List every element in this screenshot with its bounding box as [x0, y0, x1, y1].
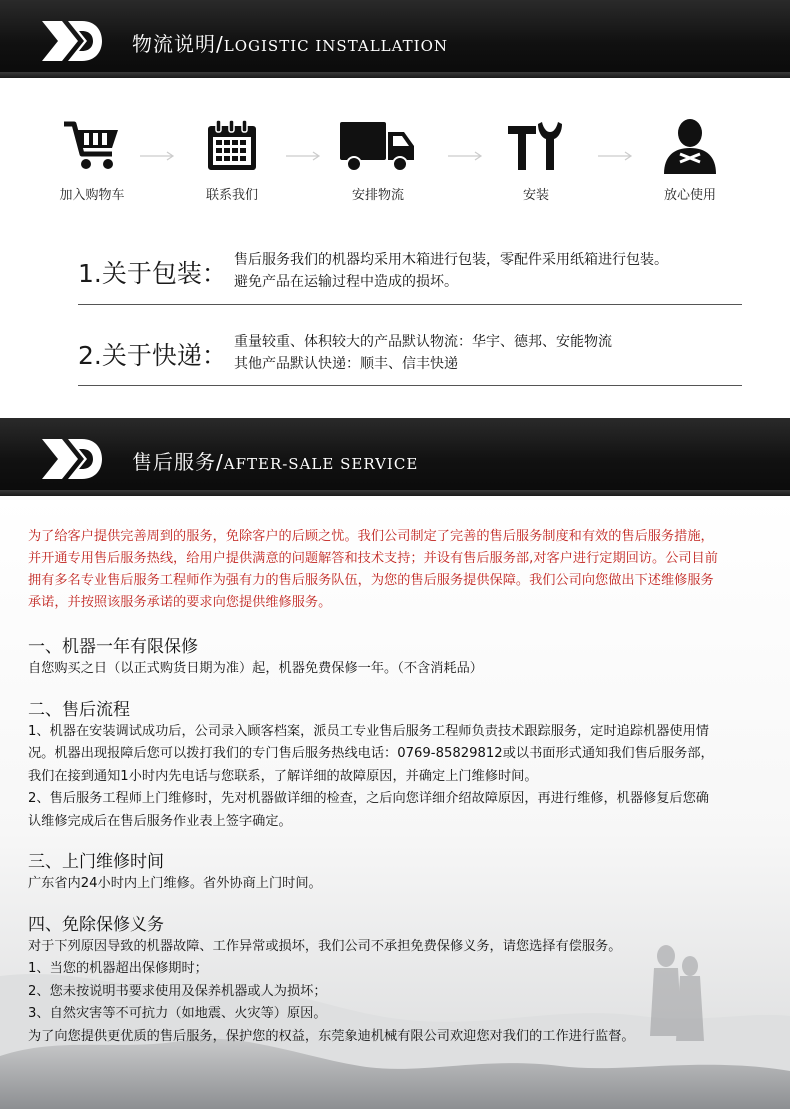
step-contact-us	[172, 118, 292, 203]
logistics-steps	[0, 118, 790, 208]
section-line: 况。机器出现报障后您可以拨打我们的专门售后服务热线电话：0769-85829812或以书面形式通知我们售后服务部，	[28, 746, 714, 761]
intro-line: 拥有多名专业售后服务工程师作为强有力的售后服务队伍，为您的售后服务提供保障。我们公司向您做出下述维修服务	[28, 573, 714, 588]
arrow-right-icon	[598, 151, 634, 161]
after-sale-banner	[0, 418, 790, 496]
section-line: 3、自然灾害等不可抗力（如地震、火灾等）原因。	[28, 1006, 327, 1021]
after-sale-process-heading: 二、售后流程	[28, 699, 130, 720]
section-line: 2、您未按说明书要求使用及保养机器或人为损坏；	[28, 983, 327, 999]
step-label: 安装	[522, 188, 549, 203]
section-line: 2、售后服务工程师上门维修时，先对机器做详细的检查，之后向您详细介绍故障原因，再进行维修，机器修复后您确	[28, 791, 709, 806]
step-add-to-cart	[32, 118, 152, 203]
express-heading: 2.关于快递：	[78, 341, 227, 370]
step-worry-free-use	[630, 118, 750, 203]
section-line: 1、机器在安装调试成功后，公司录入顾客档案，派员工专业售后服务工程师负责技术跟踪服务，定时追踪机器使用情	[28, 723, 709, 739]
intro-line: 为了给客户提供完善周到的服务，免除客户的后顾之忧。我们公司制定了完善的售后服务制度和有效的售后服务措施，	[28, 529, 714, 544]
arrow-right-icon	[286, 151, 322, 161]
section-line: 广东省内24小时内上门维修。省外协商上门时间。	[28, 876, 322, 891]
step-installation	[476, 118, 596, 203]
shopping-cart-icon	[62, 118, 122, 174]
after-sale-content	[28, 526, 773, 1048]
section-line: 认维修完成后在售后服务作业表上签字确定。	[28, 813, 292, 829]
packaging-line: 避免产品在运输过程中造成的损坏。	[234, 274, 458, 290]
step-label: 加入购物车	[59, 188, 125, 203]
brand-logo	[38, 435, 104, 483]
step-label: 联系我们	[205, 188, 258, 203]
arrow-right-icon	[140, 151, 176, 161]
brand-logo	[38, 17, 104, 65]
section-line: 为了向您提供更优质的售后服务，保护您的权益，东莞象迪机械有限公司欢迎您对我们的工作进行监督。	[28, 1028, 635, 1044]
packaging-info	[78, 244, 742, 305]
intro-line: 承诺，并按照该服务承诺的要求向您提供维修服务。	[28, 595, 332, 610]
express-info	[78, 326, 742, 386]
step-arrange-logistics	[318, 118, 438, 203]
tools-icon	[506, 118, 566, 174]
truck-icon	[338, 118, 418, 174]
section-line: 我们在接到通知1小时内先电话与您联系，了解详细的故障原因，并确定上门维修时间。	[28, 768, 538, 784]
section-line: 对于下列原因导致的机器故障、工作异常或损坏，我们公司不承担免费保修义务，请您选择有偿服务。	[28, 938, 622, 954]
express-line: 其他产品默认快递：顺丰、信丰快递	[234, 356, 458, 372]
logistics-title: 物流说明/LOGISTIC INSTALLATION	[132, 32, 448, 56]
onsite-repair-heading: 三、上门维修时间	[28, 852, 164, 872]
calendar-icon	[202, 118, 262, 174]
after-sale-title: 售后服务/AFTER-SALE SERVICE	[132, 450, 419, 474]
section-line: 自您购买之日（以正式购货日期为准）起，机器免费保修一年。（不含消耗品）	[28, 661, 483, 676]
step-label: 安排物流	[351, 188, 404, 203]
warranty-heading: 一、机器一年有限保修	[28, 637, 198, 657]
intro-line: 并开通专用售后服务热线，给用户提供满意的问题解答和技术支持；并设有售后服务部,对客户进行定期回访。公司目前	[28, 551, 718, 566]
after-sale-intro	[28, 526, 773, 614]
packaging-heading: 1.关于包装：	[78, 259, 227, 288]
logistics-banner	[0, 0, 790, 78]
section-line: 1、当您的机器超出保修期时；	[28, 961, 208, 976]
after-sale-section	[0, 496, 790, 1109]
warranty-exemption-heading: 四、免除保修义务	[28, 914, 164, 935]
express-line: 重量较重、体积较大的产品默认物流：华宇、德邦、安能物流	[234, 334, 612, 350]
step-label: 放心使用	[663, 188, 716, 203]
packaging-line: 售后服务我们的机器均采用木箱进行包装，零配件采用纸箱进行包装。	[234, 252, 668, 268]
technician-icon	[660, 118, 720, 174]
